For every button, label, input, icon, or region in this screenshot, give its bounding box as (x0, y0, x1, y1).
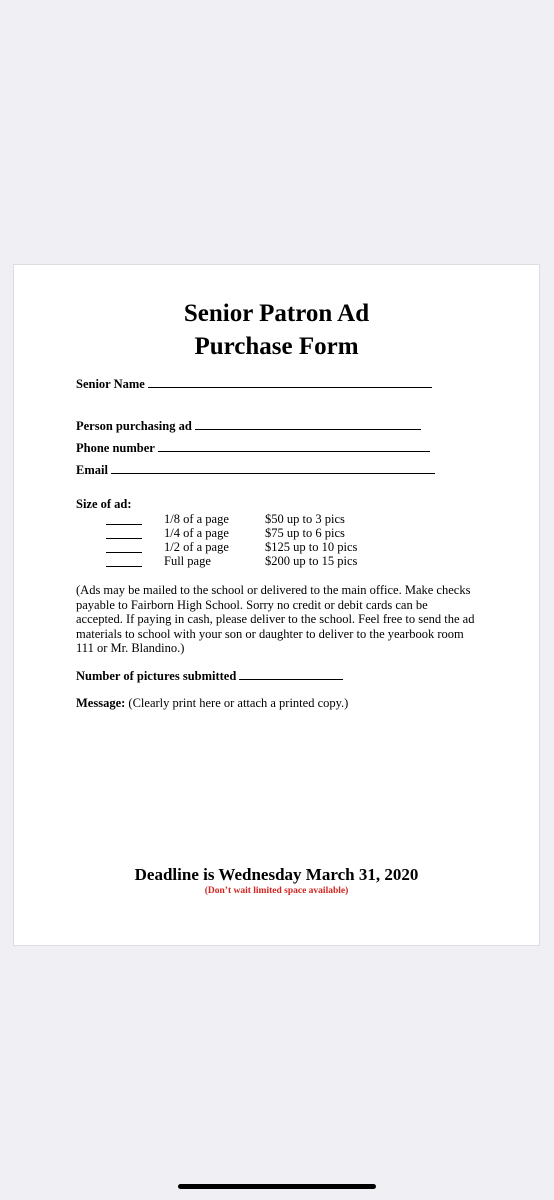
instructions-text: (Ads may be mailed to the school or delivered to the main office. Make checks payable to Fairborn High School. Sorry no credit or debit cards can be accepted. If paying in cash, please deliver to the school. Feel free to send the ad materials to school with your son or daughter to deliver to the yearbook room 111 or Mr. Blandino.) (76, 583, 475, 655)
message-row (76, 696, 348, 711)
phone-row (76, 439, 430, 456)
size-label: 1/2 of a page (164, 540, 229, 554)
size-blank (106, 528, 142, 539)
pictures-line (239, 667, 343, 680)
size-price: $125 up to 10 pics (265, 540, 358, 554)
person-purchasing-row (76, 417, 421, 434)
size-blank (106, 514, 142, 525)
phone-line (158, 439, 430, 452)
size-blank (106, 542, 142, 553)
size-label: 1/4 of a page (164, 526, 229, 540)
message-label: Message: (76, 696, 126, 710)
size-heading: Size of ad: (76, 497, 132, 511)
email-row (76, 461, 435, 478)
size-label: Full page (164, 554, 211, 568)
title-line-2: Purchase Form (194, 333, 359, 360)
size-blank (106, 556, 142, 567)
email-label: Email (76, 463, 108, 477)
deadline-text: Deadline is Wednesday March 31, 2020 (134, 865, 419, 884)
home-indicator[interactable] (178, 1184, 376, 1189)
deadline-note: (Don’t wait limited space available) (204, 886, 349, 896)
size-price: $50 up to 3 pics (265, 512, 345, 526)
phone-label: Phone number (76, 441, 155, 455)
person-purchasing-label: Person purchasing ad (76, 419, 192, 433)
form-page (13, 264, 540, 946)
size-price: $75 up to 6 pics (265, 526, 345, 540)
email-line (111, 461, 435, 474)
person-purchasing-line (195, 417, 421, 430)
size-label: 1/8 of a page (164, 512, 229, 526)
senior-name-row (76, 375, 432, 392)
pictures-row (76, 667, 343, 684)
title-line-1: Senior Patron Ad (183, 300, 370, 327)
pictures-label: Number of pictures submitted (76, 669, 237, 683)
senior-name-line (148, 375, 432, 388)
form-title (14, 297, 539, 363)
size-price: $200 up to 15 pics (265, 554, 358, 568)
message-note: (Clearly print here or attach a printed copy.) (128, 696, 349, 710)
senior-name-label: Senior Name (76, 377, 145, 391)
